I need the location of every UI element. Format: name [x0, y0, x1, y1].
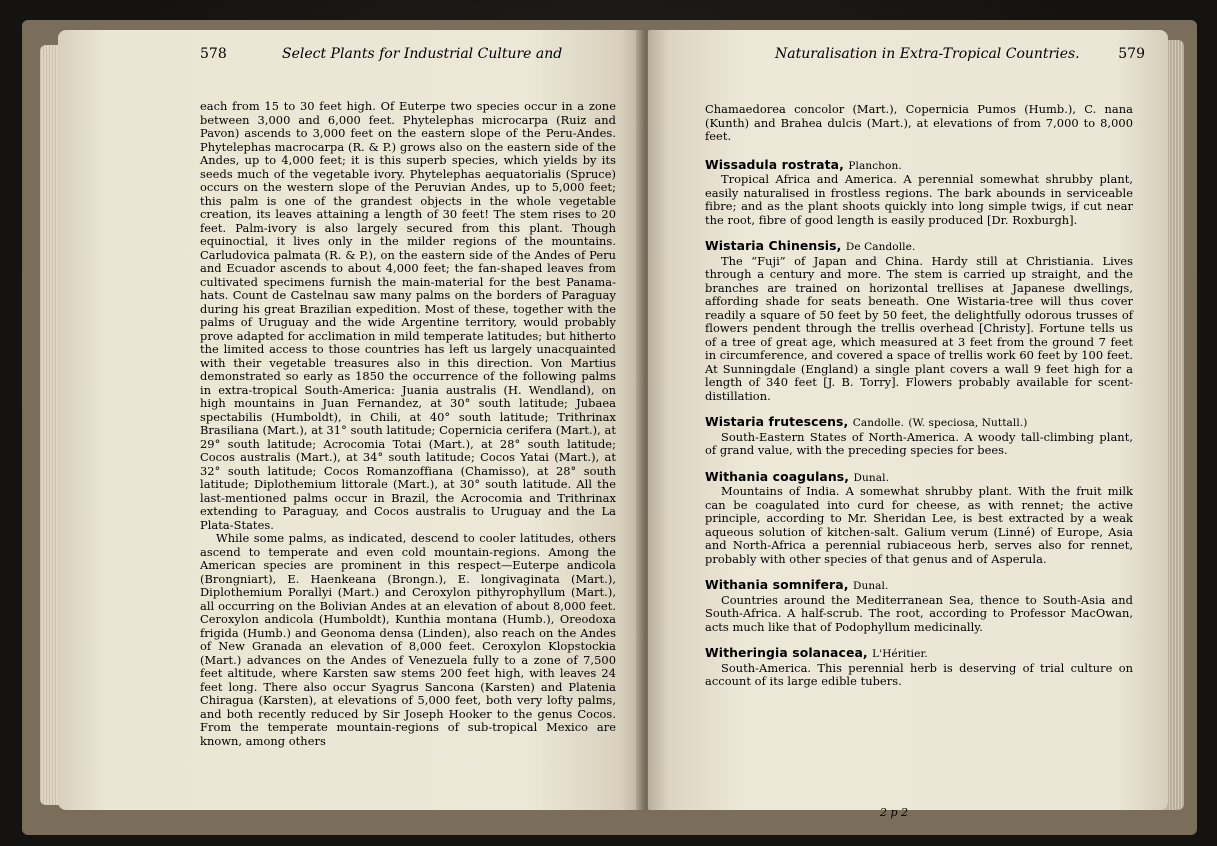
left-body-text: [200, 100, 616, 748]
entry-heading: [705, 415, 1133, 431]
right-page-number: 579: [1118, 46, 1145, 62]
species-name: Wissadula rostrata,: [705, 156, 844, 172]
entry-description: The “Fuji” of Japan and China. Hardy still at Christiania. Lives through a century and more. The stem is carried up straight, and the branches are trained on horizontal trellises at Japanese dwellings, affording shade for seats beneath. One Wistaria-tree will thus cover readily a square of 50 feet by 50 feet, the delightfully odorous trusses of flowers pendent through the trellis overhead [Christy]. Fortune tells us of a tree of great age, which measured at 3 feet from the ground 7 feet in circumference, and covered a space of trellis work 60 feet by 100 feet. At Sunningdale (England) a single plant covers a wall 9 feet high for a length of 340 feet [J. B. Torry]. Flowers probably available for scent-distillation.: [705, 253, 1133, 403]
species-name: Withania somnifera,: [705, 577, 849, 592]
species-name: Wistaria frutescens,: [705, 414, 849, 429]
species-name: Withania coagulans,: [705, 468, 850, 484]
species-name: Witheringia solanacea,: [705, 645, 868, 660]
species-name: Wistaria Chinensis,: [705, 238, 842, 253]
right-intro-paragraph: Chamaedorea concolor (Mart.), Copernicia Pumos (Humb.), C. nana (Kunth) and Brahea dulcis (Mart.), at elevations of from 7,000 to 8,000 feet.: [705, 102, 1133, 143]
plant-entry: [705, 470, 1133, 567]
species-synonym: (W. speciosa, Nuttall.): [908, 417, 1028, 429]
plant-entry: [705, 158, 1133, 228]
entry-heading: [705, 578, 1133, 594]
plant-entry: [705, 239, 1133, 403]
entry-description: Mountains of India. A somewhat shrubby plant. With the fruit milk can be coagulated into curd for cheese, as with rennet; the active principle, according to Mr. Sheridan Lee, is best extracted by a weak aqueous solution of kitchen-salt. Galium verum (Linné) of Europe, Asia and North-Africa a perennial rubiaceous herb, serves also for rennet, probably with other species of that genus and of Asperula.: [705, 484, 1133, 566]
species-author: L'Héritier.: [872, 648, 928, 660]
species-author: Dunal.: [852, 580, 889, 592]
plant-entry: [705, 415, 1133, 458]
species-author: Dunal.: [853, 471, 890, 484]
entry-heading: [705, 470, 1133, 486]
left-page-number: 578: [200, 46, 227, 62]
entry-description: Countries around the Mediterranean Sea, thence to South-Asia and South-Africa. A half-scrub. The root, according to Professor MacOwan, acts much like that of Podophyllum medicinally.: [705, 592, 1133, 634]
plant-entries: [705, 158, 1133, 689]
entry-description: Tropical Africa and America. A perennial somewhat shrubby plant, easily naturalised in frostless regions. The bark abounds in serviceable fibre; and as the plant shoots quickly into long simple twigs, if cut near the root, fibre of good length is easily produced [Dr. Roxburgh].: [705, 172, 1133, 227]
left-paragraph-2: While some palms, as indicated, descend to cooler latitudes, others ascend to temperate and even cold mountain-regions. Among the American species are prominent in this respect—Euterpe andicola (Brongniart), E. Haenkeana (Brongn.), E. longivaginata (Mart.), Diplothemium Porallyi (Mart.) and Ceroxylon pithyrophyllum (Mart.), all occurring on the Bolivian Andes at an elevation of about 8,000 feet. Ceroxylon andicola (Humboldt), Kunthia montana (Humb.), Oreodoxa frigida (Humb.) and Geonoma densa (Linden), also reach on the Andes of New Granada an elevation of 8,000 feet. Ceroxylon Klopstockia (Mart.) advances on the Andes of Venezuela fully to a zone of 7,500 feet altitude, where Karsten saw stems 200 feet high, with leaves 24 feet long. There also occur Syagrus Sancona (Karsten) and Platenia Chiragua (Karsten), at elevations of 5,000 feet, both very lofty palms, and both recently reduced by Sir Joseph Hooker to the genus Cocos. From the temperate mountain-regions of sub-tropical Mexico are known, among others: [200, 531, 616, 748]
entry-description: South-Eastern States of North-America. A woody tall-climbing plant, of grand value, with the preceding species for bees.: [705, 429, 1133, 457]
entry-heading: [705, 239, 1133, 255]
left-running-head: [200, 46, 610, 62]
left-running-title: Select Plants for Industrial Culture and: [282, 46, 563, 62]
plant-entry: [705, 646, 1133, 689]
species-author: Candolle.: [852, 417, 904, 429]
left-paragraph-1: each from 15 to 30 feet high. Of Euterpe two species occur in a zone between 3,000 and 6,000 feet. Phytelephas microcarpa (Ruiz and Pavon) ascends to 3,000 feet on the eastern slope of the Peru-Andes. Phytelephas macrocarpa (R. & P.) grows also on the eastern side of the Andes, up to 4,000 feet; it is this superb species, which yields by its seeds much of the vegetable ivory. Phytelephas aequatorialis (Spruce) occurs on the western slope of the Peruvian Andes, up to 5,000 feet; this palm is one of the grandest objects in the whole vegetable creation, its leaves attaining a length of 30 feet! The stem rises to 20 feet. Palm-ivory is also largely secured from this plant. Though equinoctial, it lives only in the milder regions of the mountains. Carludovica palmata (R. & P.), on the eastern side of the Andes of Peru and Ecuador ascends to about 4,000 feet; the fan-shaped leaves from cultivated specimens furnish the main-material for the best Panama-hats. Count de Castelnau saw many palms on the borders of Paraguay during his great Brazilian expedition. Most of these, together with the palms of Uruguay and the wide Argentine territory, would probably prove adapted for acclimation in mild temperate latitudes; but hitherto the limited access to those countries has left us largely unacquainted with their vegetable treasures also in this direction. Von Martius demonstrated so early as 1850 the occurrence of the following palms in extra-tropical South-America: Juania australis (H. Wendland), on high mountains in Juan Fernandez, at 30° south latitude; Jubaea spectabilis (Humboldt), in Chili, at 40° south latitude; Trithrinax Brasiliana (Mart.), at 31° south latitude; Copernicia cerifera (Mart.), at 29° south latitude; Acrocomia Totai (Mart.), at 28° south latitude; Cocos australis (Mart.), at 34° south latitude; Cocos Yatai (Mart.), at 32° south latitude; Cocos Romanzoffiana (Chamisso), at 28° south latitude; Diplothemium littorale (Mart.), at 30° south latitude. All the last-mentioned palms occur in Brazil, the Acrocomia and Trithrinax extending to Paraguay, and Cocos australis to Uruguay and the La Plata-States.: [200, 99, 616, 532]
right-running-head: [775, 46, 1145, 62]
entry-heading: [705, 646, 1133, 662]
signature-mark: 2 p 2: [880, 806, 909, 819]
plant-entry: [705, 578, 1133, 634]
entry-description: South-America. This perennial herb is deserving of trial culture on account of its large edible tubers.: [705, 660, 1133, 688]
right-running-title: Naturalisation in Extra-Tropical Countries.: [775, 46, 1080, 62]
right-body-text: [705, 103, 1133, 689]
species-author: Planchon.: [848, 159, 902, 172]
species-author: De Candolle.: [845, 241, 916, 253]
entry-heading: [705, 158, 1133, 174]
